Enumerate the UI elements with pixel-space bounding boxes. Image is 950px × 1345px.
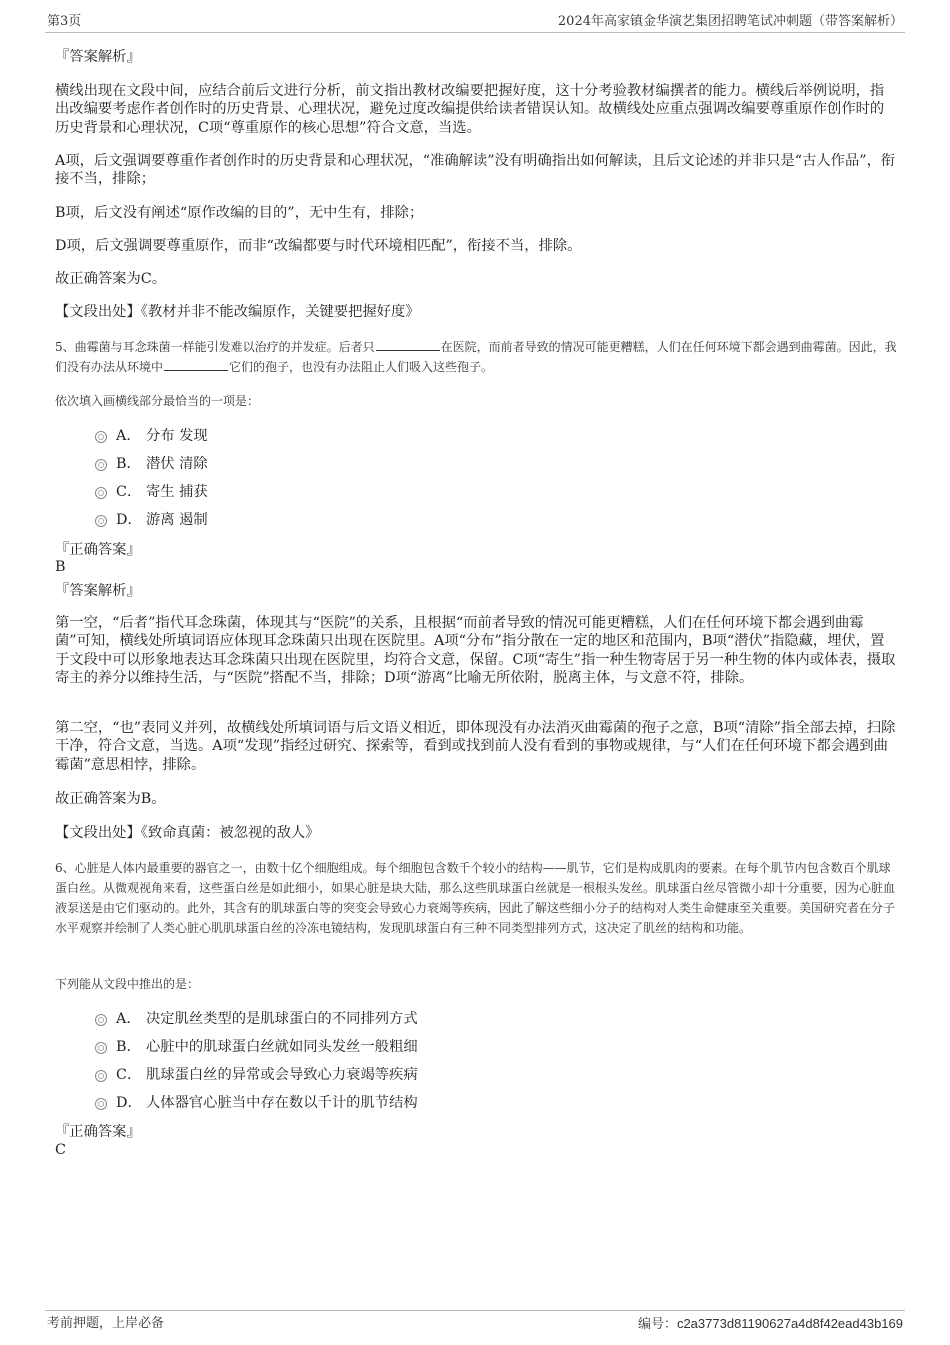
q5-analysis-label: 『答案解析』 [55, 583, 141, 599]
q5-conclusion: 故正确答案为B。 [55, 791, 166, 807]
q5-stem-part-2: 在医院，而前者导致的情况可能更糟糕，人们在任何环境下都会遇到曲霉菌。因此，我们没有办法从环境中 [55, 340, 897, 374]
serial-label: 编号： [637, 1317, 677, 1332]
radio-icon[interactable] [95, 1014, 107, 1026]
q5-prompt: 依次填入画横线部分最恰当的一项是： [55, 394, 260, 408]
q5-stem-part-3: 它们的孢子，也没有办法阻止人们吸入这些孢子。 [229, 360, 494, 374]
radio-icon[interactable] [95, 459, 107, 471]
radio-icon[interactable] [95, 1098, 107, 1110]
q5-blank-1 [376, 338, 440, 351]
q5-stem [55, 337, 897, 377]
q5-stem-part-1: 5、曲霉菌与耳念珠菌一样能引发难以治疗的并发症。后者只 [55, 340, 375, 354]
radio-icon[interactable] [95, 487, 107, 499]
q5-analysis-paragraph-1: 第一空，“后者”指代耳念珠菌，体现其与“医院”的关系，且根据“而前者导致的情况可能更糟糕，人们在任何环境下都会遇到曲霉菌”可知，横线处所填词语应体现耳念珠菌只出现在医院里。A项“分布”指分散在一定的地区和范围内，B项“潜伏”指隐藏，埋伏，置于文段中可以形象地表达耳念珠菌只出现在医院里，均符合文意，保留。C项“寄生”指一种生物寄居于另一种生物的体内或体表，摄取寄主的养分以维持生活，与“医院”搭配不当，排除；D项“游离”比喻无所依附，脱离主体，与文意不符，排除。 [55, 615, 896, 687]
option-letter: C． [116, 484, 142, 500]
q6-answer-label: 『正确答案』 [55, 1124, 141, 1140]
option-letter: A． [116, 1011, 141, 1027]
document-title: 2024年高家镇金华演艺集团招聘笔试冲刺题（带答案解析） [557, 14, 903, 29]
option-letter: B． [116, 456, 141, 472]
q5-blank-2 [164, 358, 228, 371]
q4-analysis-paragraph-3: B项，后文没有阐述“原作改编的目的”，无中生有，排除； [55, 205, 424, 221]
q6-answer: C [55, 1142, 66, 1158]
option-text: 人体器官心脏当中存在数以千计的肌节结构 [146, 1095, 418, 1111]
footer-slogan: 考前押题，上岸必备 [47, 1316, 165, 1331]
serial-number: c2a3773d81190627a4d8f42ead43b169 [676, 1316, 903, 1331]
option-text: 肌球蛋白丝的异常或会导致心力衰竭等疾病 [146, 1067, 418, 1083]
option-letter: D． [116, 1095, 142, 1111]
option-text: 寄生 捕获 [146, 484, 208, 500]
option-letter: B． [116, 1039, 141, 1055]
option-letter: C． [116, 1067, 142, 1083]
option-text: 游离 遏制 [146, 512, 208, 528]
radio-icon[interactable] [95, 431, 107, 443]
radio-icon[interactable] [95, 1042, 107, 1054]
q6-prompt: 下列能从文段中推出的是： [55, 977, 200, 991]
q4-analysis-paragraph-2: A项，后文强调要尊重作者创作时的历史背景和心理状况，“准确解读”没有明确指出如何解读，且后文论述的并非只是“古人作品”，衔接不当，排除； [55, 153, 896, 188]
option-text: 决定肌丝类型的是肌球蛋白的不同排列方式 [146, 1011, 418, 1027]
page-header [45, 12, 905, 33]
q4-analysis-paragraph-4: D项，后文强调要尊重原作，而非“改编都要与时代环境相匹配”，衔接不当，排除。 [55, 238, 582, 254]
option-letter: D． [116, 512, 142, 528]
option-letter: A． [116, 428, 141, 444]
q5-answer-label: 『正确答案』 [55, 542, 141, 558]
option-text: 分布 发现 [146, 428, 208, 444]
page-number: 第3页 [47, 14, 82, 29]
radio-icon[interactable] [95, 515, 107, 527]
q5-answer: B [55, 559, 66, 575]
q6-stem: 6、心脏是人体内最重要的器官之一，由数十亿个细胞组成。每个细胞包含数千个较小的结构——肌节，它们是构成肌肉的要素。在每个肌节内包含数百个肌球蛋白丝。从微观视角来看，这些蛋白丝是如此细小，如果心脏是块大陆，那么这些肌球蛋白丝就是一根根头发丝。肌球蛋白丝尽管微小却十分重要，因为心脏血液泵送是由它们驱动的。此外，其含有的肌球蛋白等的突变会导致心力衰竭等疾病，因此了解这些细小分子的结构对人类生命健康至关重要。美国研究者在分子水平观察并绘制了人类心脏心肌肌球蛋白丝的冷冻电镜结构，发现肌球蛋白有三种不同类型排列方式，这决定了肌丝的结构和功能。 [55, 861, 896, 935]
option-text: 心脏中的肌球蛋白丝就如同头发丝一般粗细 [146, 1039, 418, 1055]
q5-analysis-paragraph-2: 第二空，“也”表同义并列，故横线处所填词语与后文语义相近，即体现没有办法消灭曲霉菌的孢子之意，B项“清除”指全部去掉，扫除干净，符合文意，当选。A项“发现”指经过研究、探索等，看到或找到前人没有看到的事物或规律，与“人们在任何环境下都会遇到曲霉菌”意思相悖，排除。 [55, 720, 896, 773]
footer-serial [638, 1313, 903, 1336]
q4-analysis-label: 『答案解析』 [55, 49, 141, 65]
q4-analysis-paragraph-1: 横线出现在文段中间，应结合前后文进行分析，前文指出教材改编要把握好度，这十分考验教材编撰者的能力。横线后举例说明，指出改编要考虑作者创作时的历史背景、心理状况，避免过度改编提供给读者错误认知。故横线处应重点强调改编要尊重原作创作时的历史背景和心理状况，C项“尊重原作的核心思想”符合文意，当选。 [55, 83, 885, 136]
q4-source: 【文段出处】《教材并非不能改编原作，关键要把握好度》 [55, 304, 420, 320]
page-footer [45, 1310, 905, 1333]
radio-icon[interactable] [95, 1070, 107, 1082]
q5-source: 【文段出处】《致命真菌：被忽视的敌人》 [55, 825, 320, 841]
option-text: 潜伏 清除 [146, 456, 208, 472]
q4-conclusion: 故正确答案为C。 [55, 271, 167, 287]
